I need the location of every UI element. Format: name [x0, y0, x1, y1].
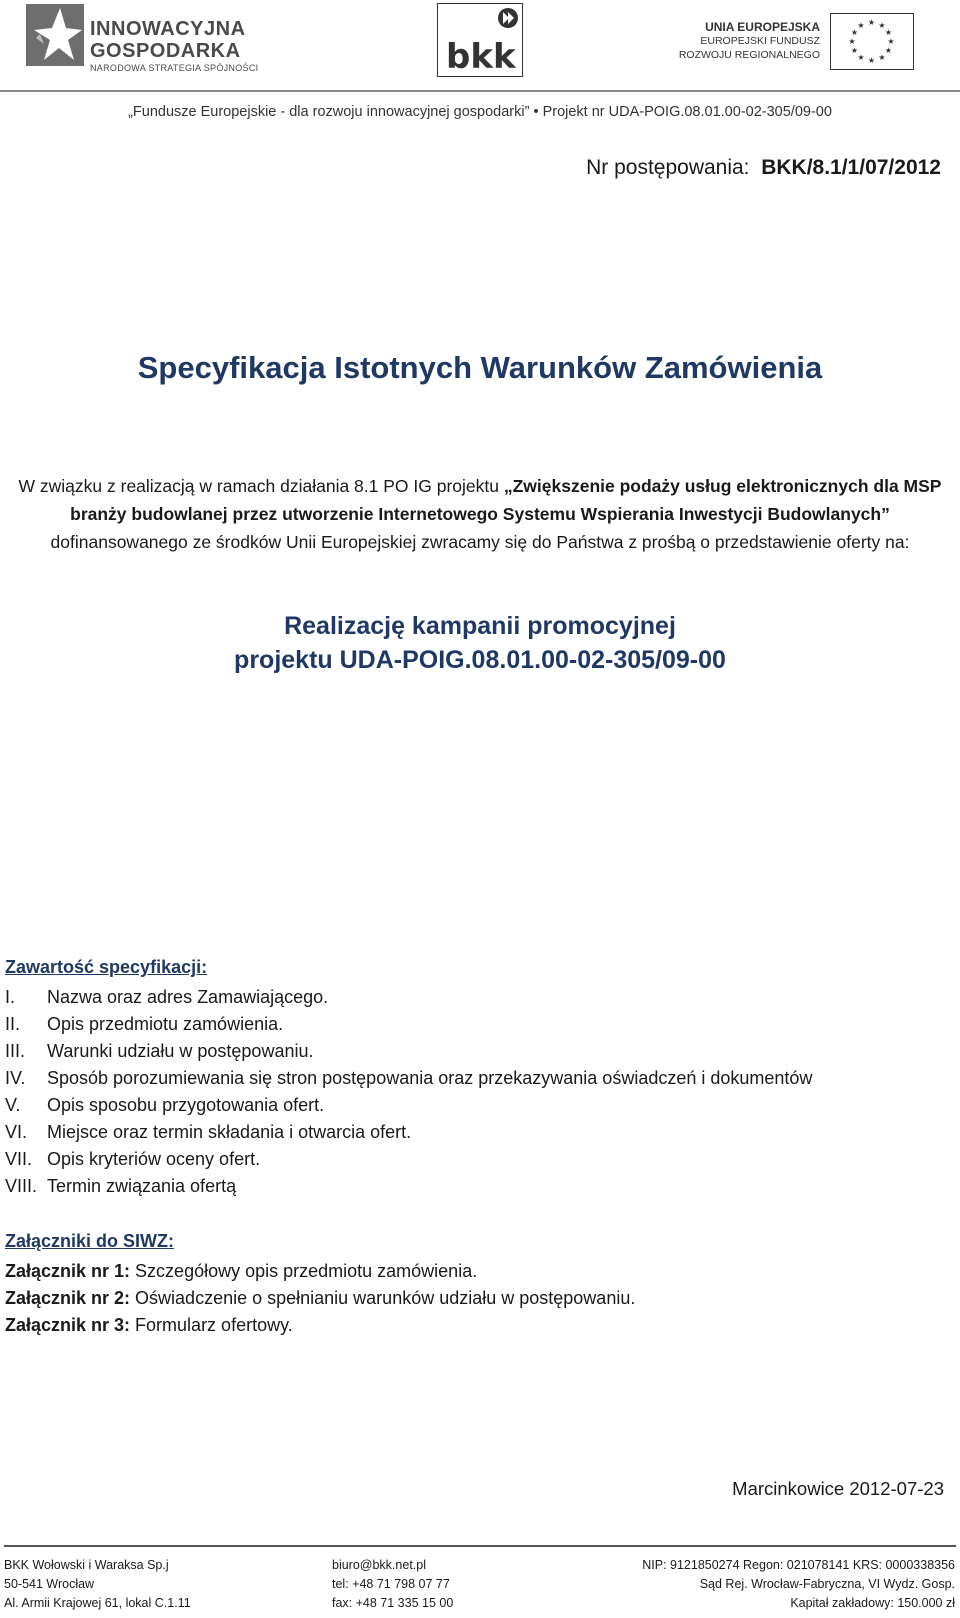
svg-text:★: ★ — [857, 21, 865, 30]
attachment-item — [5, 1312, 635, 1339]
procedure-number-value: BKK/8.1/1/07/2012 — [761, 156, 941, 179]
toc-list — [5, 984, 812, 1200]
toc-item-number: V. — [5, 1095, 21, 1115]
footer-divider — [4, 1545, 956, 1547]
toc-item-number: I. — [5, 987, 16, 1007]
toc-item-text: Termin związania ofertą — [47, 1176, 237, 1196]
subject-line-2: projektu UDA-POIG.08.01.00-02-305/09-00 — [234, 646, 726, 674]
toc-item — [5, 1092, 812, 1119]
toc-item-number: VII. — [5, 1149, 33, 1169]
toc-item — [5, 1011, 812, 1038]
footer-email: biuro@bkk.net.pl — [332, 1558, 426, 1572]
attachment-item — [5, 1258, 635, 1285]
svg-text:★: ★ — [867, 56, 876, 65]
ig-logo-text: INNOWACYJNA GOSPODARKA NARODOWA STRATEGIA SPÓJNOŚCI — [90, 18, 259, 73]
footer-fax: fax: +48 71 335 15 00 — [332, 1596, 454, 1610]
toc-item-text: Opis przedmiotu zamówienia. — [47, 1014, 284, 1034]
attachments-list — [5, 1258, 635, 1339]
attachments-heading: Załączniki do SIWZ: — [5, 1231, 175, 1251]
svg-text:★: ★ — [884, 28, 893, 37]
toc-item — [5, 1146, 812, 1173]
footer-ids: NIP: 9121850274 Regon: 021078141 KRS: 0000338356 — [642, 1558, 955, 1572]
svg-text:bkk: bkk — [446, 37, 516, 76]
footer-postal: 50-541 Wrocław — [4, 1577, 95, 1591]
bkk-mark-icon — [438, 4, 522, 76]
bkk-logo — [437, 3, 523, 77]
footer-registry — [642, 1556, 955, 1613]
procedure-number — [586, 156, 941, 180]
footer-company-name: BKK Wołowski i Waraksa Sp.j — [4, 1558, 169, 1572]
eu-flag-icon — [830, 13, 914, 70]
toc-item — [5, 1173, 812, 1200]
footer-address: Al. Armii Krajowej 61, lokal C.1.11 — [4, 1596, 191, 1610]
svg-text:★: ★ — [878, 21, 886, 30]
project-name: „Zwiększenie podaży usług elektronicznych dla MSP branży budowlanej przez utworzenie Internetowego Systemu Wspierania Inwestycji Budowlanych” — [70, 476, 942, 524]
svg-text:★: ★ — [850, 28, 859, 37]
footer-contact — [332, 1556, 453, 1613]
attachment-text: Szczegółowy opis przedmiotu zamówienia. — [130, 1261, 478, 1281]
intro-paragraph — [18, 472, 942, 556]
ig-star-icon — [26, 4, 84, 66]
svg-text:★: ★ — [887, 37, 895, 46]
svg-text:★: ★ — [878, 53, 886, 62]
attachment-label: Załącznik nr 1: — [5, 1261, 131, 1281]
footer-phone: tel: +48 71 798 07 77 — [332, 1577, 450, 1591]
intro-part1: W związku z realizacją w ramach działania 8.1 PO IG projektu — [18, 476, 504, 496]
footer-company — [4, 1556, 191, 1613]
svg-text:★: ★ — [850, 46, 859, 55]
toc-item — [5, 1038, 812, 1065]
eu-logo-text: UNIA EUROPEJSKA EUROPEJSKI FUNDUSZ ROZWOJU REGIONALNEGO — [678, 20, 820, 61]
footer-court: Sąd Rej. Wrocław-Fabryczna, VI Wydz. Gosp. — [699, 1577, 955, 1591]
svg-text:★: ★ — [857, 53, 865, 62]
toc-item-text: Warunki udziału w postępowaniu. — [47, 1041, 314, 1061]
header-divider — [0, 90, 960, 92]
toc-item-text: Opis kryteriów oceny ofert. — [47, 1149, 261, 1169]
attachment-text: Oświadczenie o spełnianiu warunków udziału w postępowaniu. — [130, 1288, 636, 1308]
document-title: Specyfikacja Istotnych Warunków Zamówienia — [137, 350, 823, 385]
attachment-label: Załącznik nr 3: — [5, 1315, 131, 1335]
svg-text:★: ★ — [867, 18, 876, 27]
funding-line: „Fundusze Europejskie - dla rozwoju innowacyjnej gospodarki” • Projekt nr UDA-POIG.08.01.00-02-305/09-00 — [128, 104, 832, 120]
subject-line-1: Realizację kampanii promocyjnej — [284, 612, 676, 640]
intro-part2: dofinansowanego ze środków Unii Europejskiej zwracamy się do Państwa z prośbą o przedstawienie oferty na: — [50, 532, 910, 552]
attachment-text: Formularz ofertowy. — [130, 1315, 293, 1335]
svg-text:★: ★ — [884, 46, 893, 55]
toc-item — [5, 1119, 812, 1146]
toc-item-number: IV. — [5, 1068, 26, 1088]
toc-item-text: Nazwa oraz adres Zamawiającego. — [47, 987, 329, 1007]
place-date: Marcinkowice 2012-07-23 — [732, 1478, 944, 1499]
toc-item-text: Sposób porozumiewania się stron postępowania oraz przekazywania oświadczeń i dokumentów — [47, 1068, 813, 1088]
procedure-number-label: Nr postępowania: — [586, 156, 750, 179]
attachment-item — [5, 1285, 635, 1312]
toc-item-number: VIII. — [5, 1176, 38, 1196]
toc-item — [5, 1065, 812, 1092]
toc-item — [5, 984, 812, 1011]
toc-item-number: VI. — [5, 1122, 28, 1142]
toc-heading: Zawartość specyfikacji: — [5, 957, 208, 977]
toc-item-number: II. — [5, 1014, 21, 1034]
svg-text:★: ★ — [848, 37, 856, 46]
toc-item-text: Miejsce oraz termin składania i otwarcia ofert. — [47, 1122, 412, 1142]
innowacyjna-gospodarka-logo — [26, 4, 266, 73]
toc-item-number: III. — [5, 1041, 26, 1061]
attachment-label: Załącznik nr 2: — [5, 1288, 131, 1308]
toc-item-text: Opis sposobu przygotowania ofert. — [47, 1095, 325, 1115]
footer-capital: Kapitał zakładowy: 150.000 zł — [790, 1596, 955, 1610]
